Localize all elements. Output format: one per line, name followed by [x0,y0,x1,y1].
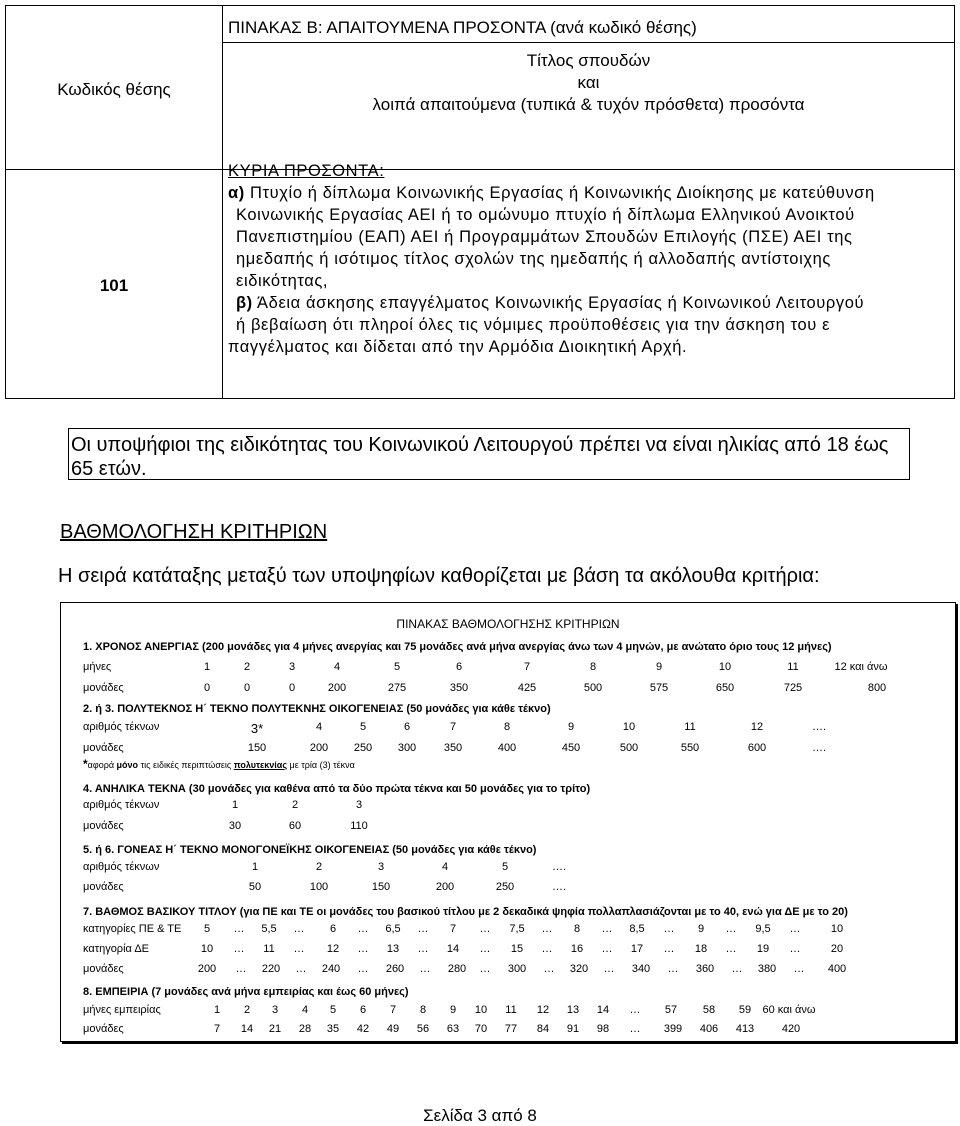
table-cell: 320 [569,963,589,975]
table-cell: 18 [694,943,708,955]
criteria-table [60,602,956,1042]
table-cell: … [293,923,305,935]
table-cell: 12 [750,721,764,733]
table-cell: 8 [419,1004,427,1016]
table-cell: … [541,943,553,955]
table-cell: 380 [757,963,777,975]
section-7-heading: 7. ΒΑΘΜΟΣ ΒΑΣΙΚΟΥ ΤΙΤΛΟΥ (για ΠΕ και ΤΕ οι μονάδες του βασικού τίτλου με 2 δεκαδικά ψηφία πολλαπλασιάζονται με το 40, ενώ για ΔΕ με το 20) [83,906,848,918]
table-cell: 4 [333,661,341,673]
table-cell: 110 [350,820,368,832]
table-cell: … [417,943,429,955]
row-label: αριθμός τέκνων [83,799,160,811]
table-cell: 49 [386,1023,400,1035]
table-cell: 6,5 [385,923,401,935]
table-cell: 11 [505,1004,517,1016]
table-cell: 5 [329,1004,337,1016]
table-cell: 10 [830,923,844,935]
table-cell: 450 [561,742,581,754]
item-b-marker: β) [236,294,253,312]
row-label: μονάδες [83,820,124,832]
section-5-heading: 5. ή 6. ΓΟΝΕΑΣ Η΄ ΤΕΚΝΟ ΜΟΝΟΓΟΝΕΪΚΗΣ ΟΙΚΟΓΕΝΕΙΑΣ (50 μονάδες για κάθε τέκνο) [83,844,537,856]
table-cell: … [789,923,801,935]
table-cell: 240 [321,963,341,975]
table-cell: 200 [197,963,217,975]
table-cell: 84 [536,1023,550,1035]
row-label: μονάδες [83,1023,124,1035]
table-cell: 20 [830,943,844,955]
table-cell: … [601,943,613,955]
table-cell: …. [811,721,827,733]
table-cell: 100 [309,881,329,893]
table-cell: 42 [356,1023,370,1035]
table-cell: … [789,943,801,955]
table-cell: 400 [497,742,517,754]
table-cell: 800 [867,682,887,694]
table-cell: 12 [326,943,340,955]
table-cell: 7 [449,923,457,935]
table-cell: 11 [263,943,275,955]
section-8-heading: 8. ΕΜΠΕΙΡΙΑ (7 μονάδες ανά μήνα εμπειρίας και έως 60 μήνες) [83,986,409,998]
table-cell: 650 [715,682,735,694]
table-cell: 5 [203,923,211,935]
table-cell: 5 [393,661,401,673]
table-cell: 59 [738,1004,752,1016]
table-cell: 2 [243,661,251,673]
table-cell: 98 [596,1023,610,1035]
table-cell: … [233,923,245,935]
table-cell: 7 [389,1004,397,1016]
table-cell: 12 [536,1004,550,1016]
table-cell: 360 [695,963,715,975]
table-cell: 413 [735,1023,755,1035]
qualifications-table [5,5,955,399]
table-cell: 3 [355,799,363,811]
table-cell: … [541,923,553,935]
table-cell: 14 [240,1023,254,1035]
table-cell: 3 [271,1004,279,1016]
table-cell: … [725,943,737,955]
scoring-title: ΒΑΘΜΟΛΟΓΗΣΗ ΚΡΙΤΗΡΙΩΝ [60,521,328,543]
page-footer: Σελίδα 3 από 8 [423,1106,537,1125]
table-cell: … [663,923,675,935]
table-cell: 8 [503,721,511,733]
table-cell: 9,5 [755,923,771,935]
table-cell: 300 [507,963,527,975]
table-cell: … [629,1004,641,1016]
table-cell: 60 [288,820,302,832]
table-cell: 60 και άνω [762,1004,816,1016]
table-cell: … [603,963,615,975]
table-cell: 6 [329,923,337,935]
table-cell: 14 [446,943,460,955]
table-cell: 300 [397,742,417,754]
table-cell: 63 [446,1023,460,1035]
table-cell: 7,5 [509,923,525,935]
table-cell: 200 [327,682,347,694]
table-cell: 70 [474,1023,488,1035]
row-label: αριθμός τέκνων [83,861,160,873]
table-cell: 550 [680,742,700,754]
table-cell: 91 [566,1023,580,1035]
table-cell: 28 [298,1023,312,1035]
table-cell: 1 [203,661,211,673]
main-qualifications-heading: ΚΥΡΙΑ ΠΡΟΣΟΝΤΑ: [228,162,385,180]
table-cell: 4 [301,1004,309,1016]
table-cell: 2 [315,861,323,873]
table-cell: 6 [359,1004,367,1016]
table-cell: 340 [631,963,651,975]
table-cell: 9 [567,721,575,733]
table-cell: 1 [231,799,239,811]
table-cell: 57 [664,1004,678,1016]
row-label: κατηγορία ΔΕ [83,943,149,955]
table-cell: …. [551,881,567,893]
row-label: αριθμός τέκνων [83,721,160,733]
table-cell: 250 [495,881,515,893]
row-label: μονάδες [83,881,124,893]
table-cell: 19 [756,943,770,955]
table-cell: 5 [501,861,509,873]
code-header: Κωδικός θέσης [57,80,171,99]
table-cell: 13 [386,943,400,955]
row-divider [222,42,954,43]
table-cell: … [479,923,491,935]
table-cell: 150 [247,742,267,754]
table-cell: 725 [783,682,803,694]
table-cell: 260 [385,963,405,975]
table-cell: 7 [523,661,531,673]
table-cell: … [479,963,491,975]
table-cell: 275 [387,682,407,694]
criteria-title: ΠΙΝΑΚΑΣ ΒΑΘΜΟΛΟΓΗΣΗΣ ΚΡΙΤΗΡΙΩΝ [396,617,620,631]
table-cell: … [417,923,429,935]
qualifications-text: ΚΥΡΙΑ ΠΡΟΣΟΝΤΑ: α) Πτυχίο ή δίπλωμα Κοινωνικής Εργασίας ή Κοινωνικής Διοίκησης με κατεύθυνση Κοινωνικής Εργασίας ΑΕΙ ή το ομώνυμο πτυχίο ή δίπλωμα Ελληνικού Ανοικτού Πανεπιστημίου (ΕΑΠ) ΑΕΙ ή Προγραμμάτων Σπουδών Επιλογής (ΠΣΕ) ΑΕΙ της ημεδαπής ή ισότιμος τίτλος σχολών της ημεδαπής ή αλλοδαπής αντίστοιχης ειδικότητας, β) Άδεια άσκησης επαγγέλματος Κοινωνικής Εργασίας ή Κοινωνικού Λειτουργού ή βεβαίωση ότι πληροί όλες τις νόμιμες προϋποθέσεις για την άσκηση του ε παγγέλματος και δίδεται από την Αρμόδια Διοικητική Αρχή. [228,160,950,358]
table-cell: 6 [455,661,463,673]
table-cell: 7 [213,1023,221,1035]
row-label: μήνες εμπειρίας [83,1004,161,1016]
table-cell: … [629,1023,641,1035]
table-cell: 350 [443,742,463,754]
table-cell: 420 [781,1023,801,1035]
table-title: ΠΙΝΑΚΑΣ Β: ΑΠΑΙΤΟΥΜΕΝΑ ΠΡΟΣΟΝΤΑ (ανά κωδικό θέσης) [228,18,697,37]
table-cell: 3 [377,861,385,873]
table-cell: 425 [517,682,537,694]
table-cell: 600 [747,742,767,754]
table-cell: 0 [288,682,296,694]
table-cell: 8,5 [629,923,645,935]
table-cell: 0 [203,682,211,694]
table-cell: … [725,923,737,935]
table-cell: 8 [589,661,597,673]
table-cell: 399 [663,1023,683,1035]
table-cell: 500 [619,742,639,754]
table-cell: … [667,963,679,975]
table-cell: 220 [261,963,281,975]
table-cell: 500 [583,682,603,694]
table-cell: 2 [243,1004,251,1016]
row-label: μονάδες [83,963,124,975]
table-cell: 10 [200,943,214,955]
table-cell: … [731,963,743,975]
table-cell: 21 [268,1023,282,1035]
table-cell: 9 [449,1004,457,1016]
table-cell: 3* [250,721,264,736]
table-cell: 13 [566,1004,580,1016]
table-cell: … [233,943,245,955]
row-label: μονάδες [83,682,124,694]
table-cell: 11 [684,721,696,733]
table-cell: 9 [697,923,705,935]
table-cell: 200 [309,742,329,754]
table-cell: 3 [288,661,296,673]
table-cell: 406 [699,1023,719,1035]
table-cell: 17 [630,943,644,955]
table-cell: 16 [570,943,584,955]
table-cell: 150 [371,881,391,893]
table-cell: …. [551,861,567,873]
table-cell: 5,5 [261,923,277,935]
table-cell: 5 [359,721,367,733]
table-cell: … [235,963,247,975]
table-cell: 14 [596,1004,610,1016]
table-cell: 77 [504,1023,518,1035]
table-cell: 280 [447,963,467,975]
table-cell: … [357,963,369,975]
table-cell: 400 [827,963,847,975]
table-cell: 575 [649,682,669,694]
table-cell: 35 [326,1023,340,1035]
row-label: μονάδες [83,742,124,754]
table-cell: … [601,923,613,935]
table-cell: 2 [291,799,299,811]
column-header: Τίτλος σπουδών και λοιπά απαιτούμενα (τυπικά & τυχόν πρόσθετα) προσόντα [372,51,805,114]
section-4-heading: 4. ΑΝΗΛΙΚΑ ΤΕΚΝΑ (30 μονάδες για καθένα από τα δύο πρώτα τέκνα και 50 μονάδες για το τρίτο) [83,783,591,795]
table-cell: 58 [702,1004,716,1016]
table-cell: 1 [251,861,259,873]
intro-text: Η σειρά κατάταξης μεταξύ των υποψηφίων καθορίζεται με βάση τα ακόλουθα κριτήρια: [58,565,820,587]
item-a-marker: α) [228,184,245,202]
table-cell: 56 [416,1023,430,1035]
table-cell: 8 [573,923,581,935]
section-1-heading: 1. ΧΡΟΝΟΣ ΑΝΕΡΓΙΑΣ (200 μονάδες για 4 μήνες ανεργίας και 75 μονάδες ανά μήνα ανεργίας άνω των 4 μηνών, με ανώτατο όριο τους 12 μήνες) [83,641,832,653]
table-cell: 10 [474,1004,488,1016]
table-cell: 7 [449,721,457,733]
table-cell: … [793,963,805,975]
section-2-heading: 2. ή 3. ΠΟΛΥΤΕΚΝΟΣ Η΄ ΤΕΚΝΟ ΠΟΛΥΤΕΚΝΗΣ ΟΙΚΟΓΕΝΕΙΑΣ (50 μονάδες για κάθε τέκνο) [83,703,551,715]
table-cell: … [357,943,369,955]
row-label: μήνες [83,661,112,673]
table-cell: 9 [655,661,663,673]
table-cell: 10 [622,721,636,733]
row-label: κατηγορίες ΠΕ & ΤΕ [83,923,182,935]
table-cell: … [357,923,369,935]
table-cell: …. [811,742,827,754]
table-cell: 10 [718,661,732,673]
table-cell: 15 [510,943,524,955]
table-cell: … [479,943,491,955]
position-code: 101 [99,276,129,295]
table-cell: 0 [243,682,251,694]
table-cell: 1 [213,1004,221,1016]
footnote: *αφορά μόνο τις ειδικές περιπτώσεις πολυτεκνίας με τρία (3) τέκνα [83,757,355,771]
table-cell: 6 [403,721,411,733]
table-cell: 350 [449,682,469,694]
table-cell: 250 [353,742,373,754]
table-cell: … [419,963,431,975]
table-cell: 30 [228,820,242,832]
table-cell: 200 [435,881,455,893]
table-cell: 50 [248,881,262,893]
table-cell: 4 [441,861,449,873]
table-cell: 12 και άνω [834,661,888,673]
table-cell: … [295,963,307,975]
table-cell: … [663,943,675,955]
age-notice: Οι υποψήφιοι της ειδικότητας του Κοινωνικού Λειτουργού πρέπει να είναι ηλικίας από 18 έως 65 ετών. [68,428,910,480]
table-cell: … [293,943,305,955]
table-cell: 4 [315,721,323,733]
table-cell: … [543,963,555,975]
table-cell: 11 [787,661,799,673]
